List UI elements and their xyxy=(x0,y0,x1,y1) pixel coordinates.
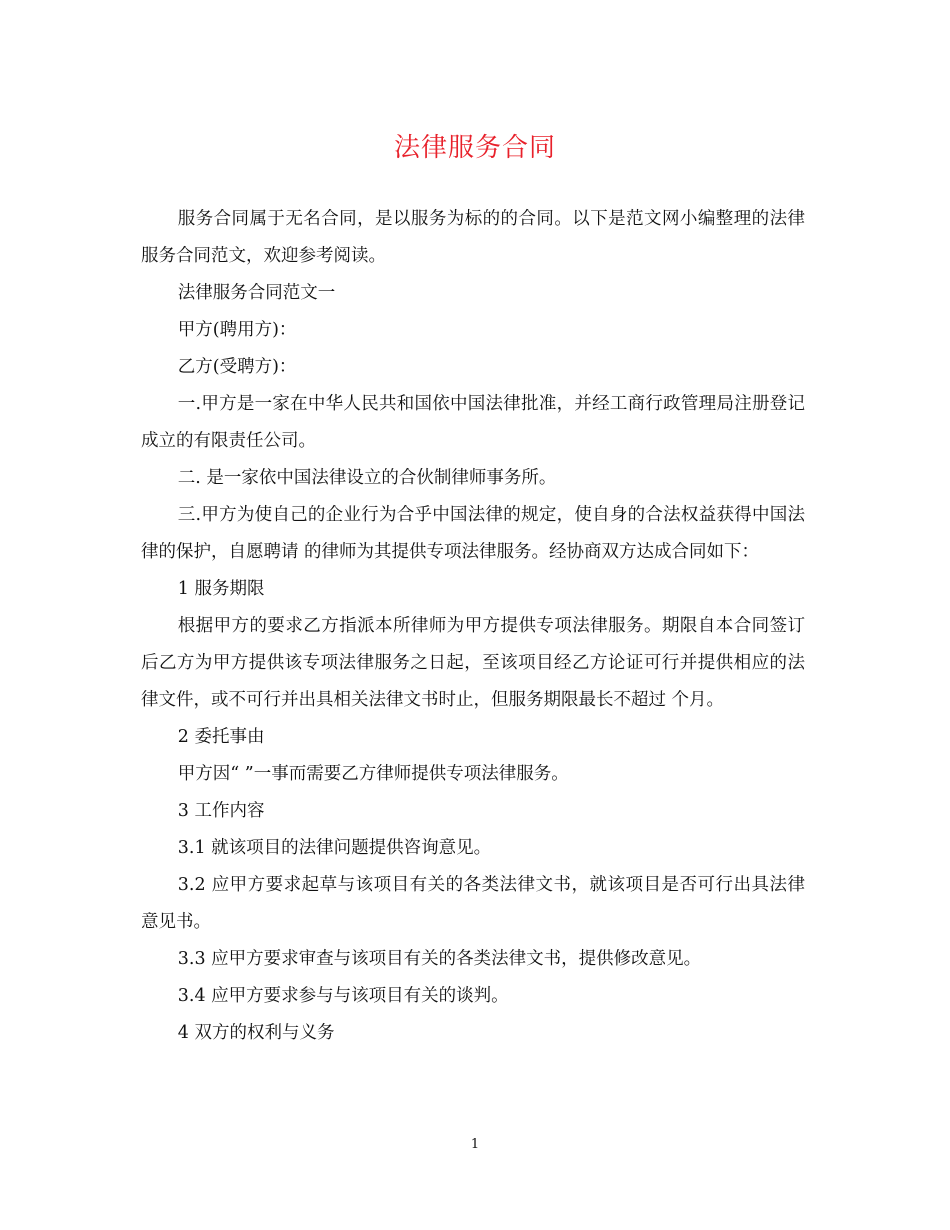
paragraph-sample-heading: 法律服务合同范文一 xyxy=(177,283,336,303)
paragraph-work-3-3: 3.3 应甲方要求审查与该项目有关的各类法律文书，提供修改意见。 xyxy=(177,949,702,969)
paragraph-clause-3: 三.甲方为使自己的企业行为合乎中国法律的规定，使自身的合法权益获得中国法律的保护，自愿聘请 的律师为其提供专项法律服务。经协商双方达成合同如下： xyxy=(141,505,805,562)
paragraph-work-3-4: 3.4 应甲方要求参与与该项目有关的谈判。 xyxy=(177,986,509,1006)
paragraph-work-3-1: 3.1 就该项目的法律问题提供咨询意见。 xyxy=(177,838,492,858)
section-heading-rights-obligations: 4 双方的权利与义务 xyxy=(177,1023,335,1043)
paragraph-work-3-2: 3.2 应甲方要求起草与该项目有关的各类法律文书，就该项目是否可行出具法律意见书。 xyxy=(141,875,805,932)
section-heading-service-term: 1 服务期限 xyxy=(177,579,265,599)
page-number: 1 xyxy=(470,1137,480,1152)
paragraph-party-b: 乙方(受聘方)： xyxy=(177,357,297,377)
paragraph-service-term: 根据甲方的要求乙方指派本所律师为甲方提供专项法律服务。期限自本合同签订后乙方为甲方提供该专项法律服务之日起，至该项目经乙方论证可行并提供相应的法律文件，或不可行并出具相关法律文书时止，但服务期限最长不超过 个月。 xyxy=(141,616,805,710)
section-heading-work-content: 3 工作内容 xyxy=(177,801,265,821)
paragraph-clause-2: 二. 是一家依中国法律设立的合伙制律师事务所。 xyxy=(177,468,557,488)
paragraph-intro: 服务合同属于无名合同，是以服务为标的的合同。以下是范文网小编整理的法律服务合同范文，欢迎参考阅读。 xyxy=(141,209,805,266)
document-title: 法律服务合同 xyxy=(393,133,556,163)
paragraph-clause-1: 一.甲方是一家在中华人民共和国依中国法律批准，并经工商行政管理局注册登记成立的有限责任公司。 xyxy=(141,394,805,451)
section-heading-commission: 2 委托事由 xyxy=(177,727,265,747)
paragraph-commission: 甲方因“ ”一事而需要乙方律师提供专项法律服务。 xyxy=(177,764,569,784)
document-body xyxy=(141,201,805,1052)
paragraph-party-a: 甲方(聘用方)： xyxy=(177,320,297,340)
